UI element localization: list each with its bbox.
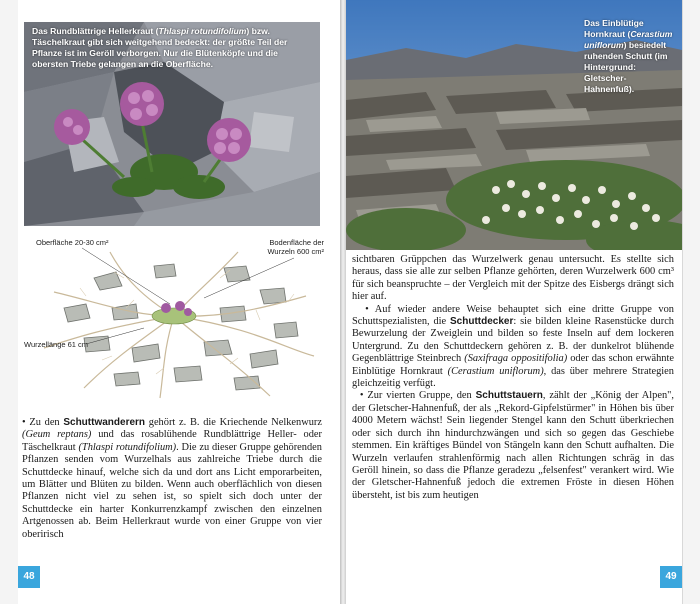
left-body-text xyxy=(22,417,322,541)
species-name: (Geum reptans) xyxy=(22,429,92,441)
label-root-length: Wurzellänge 61 cm xyxy=(24,340,89,349)
body-text: , zählt der „König der Alpen", der Gletscher-Hahnenfuß, der als „Rekord-Gipfelstürmer" in Höhen bis über 4000 Metern wächst! Sein liegender Stengel kann den Schutt überkriechen oder sich durch ihn hindurchzwängen und sich so gegen das Geschiebe stemmen. Ein kräftiges Bündel von Stängeln kann den Schutt aufhalten. Die Wurzeln verlaufen strahlenförmig nach allen Richtungen schräg in das Geröll hinein, so dass die Pflanze geradezu „felsenfest" verankert wird. Wie der Gletscher-Hahnenfuß jedoch die extremen Fröste in diesen Höhen übersteht, ist bis zum heutigen xyxy=(352,390,674,501)
body-text: gehört z. B. die Kriechende Nelkenwurz xyxy=(145,417,322,428)
caption-text: ) besiedelt ruhenden Schutt (im Hintergrund: Gletscher-Hahnenfuß). xyxy=(584,40,668,94)
species-name: (Saxifraga oppositifolia) xyxy=(464,353,568,365)
body-text: oder das schon erwähnte Einblütige Hornkraut xyxy=(352,353,674,377)
paragraph-3 xyxy=(352,390,674,502)
page-number-right: 49 xyxy=(660,566,682,588)
paragraph-2 xyxy=(352,304,674,391)
body-text: , das über mehrere Strategien gleichzeitig verfügt. xyxy=(352,365,674,390)
page-number-left: 48 xyxy=(18,566,40,588)
caption-text: Das Rundblättrige Hellerkraut ( xyxy=(32,26,159,36)
caption-species-name: Cerastium uniflorum xyxy=(584,29,673,50)
body-text: : sie bilden kleine Rasenstücke durch Bewurzelung der Zweiglein und bilden so feste Inseln auf dem lockeren Untergrund. Zu den Schuttdeckern gehören z. B. der dunkelrot blühende Gegenblättrige Steinbrech xyxy=(352,316,674,365)
label-surface-area: Oberfläche 20-30 cm² xyxy=(36,238,109,247)
body-text: . Die zu dieser Gruppe gehörenden Pflanzen senden vom Wurzelhals aus zahlreiche Triebe durch die Schuttdecke hinauf, welche sich da und dort ans Licht emporarbeiten, um Blätter und Blüten zu bilden. Wenn auch oberflächlich von diesen Pflanzen nicht viel zu sehen ist, so spielt sich doch unter der Schuttdecke ein harter Konkurrenzkampf zwischen den einzelnen Artgenossen ab. Beim Hellerkraut wurde von einer Gruppe von vier oberirisch xyxy=(22,441,322,540)
root-system-diagram xyxy=(24,238,324,406)
paragraph-1: sichtbaren Grüppchen das Wurzelwerk genau untersucht. Es stellte sich heraus, dass sie alle zur selben Pflanze gehörten, deren Wurzelwerk 600 cm³ für sich beanspruchte – der Vergleich mit der Spitze des Eisbergs drängt sich hier auf. xyxy=(352,254,674,303)
term-schuttwanderer: Schuttwanderern xyxy=(63,417,146,428)
right-page xyxy=(346,0,682,604)
page-edge-right xyxy=(682,0,700,604)
species-name: (Thlaspi rotundifolium) xyxy=(78,441,177,453)
bullet: • xyxy=(365,303,369,315)
right-body-text xyxy=(352,254,674,502)
term-schuttdecker: Schuttdecker xyxy=(450,316,514,328)
body-text: Zu den xyxy=(25,417,64,428)
body-text: und das rosablühende Rundblättrige Heller- oder Täschelkraut xyxy=(22,429,322,453)
cerastium-photo xyxy=(346,0,682,250)
body-text: Auf wieder andere Weise behauptet sich eine dritte Gruppe von Schuttspezialisten, die xyxy=(352,303,674,328)
caption-text: Das Einblütige Hornkraut ( xyxy=(584,18,644,39)
label-root-area-line2: Wurzeln 600 cm² xyxy=(267,247,324,256)
species-name: (Cerastium uniflorum) xyxy=(447,365,544,377)
left-page xyxy=(18,0,340,604)
photo-caption-right xyxy=(584,18,676,95)
caption-species-name: Thlaspi rotundifolium xyxy=(158,26,247,36)
thlaspi-photo xyxy=(24,22,320,226)
photo-caption-left xyxy=(32,26,316,70)
body-text: Zur vierten Gruppe, den xyxy=(363,390,476,402)
label-root-area xyxy=(267,238,324,256)
page-edge-left xyxy=(0,0,19,604)
term-schuttstauer: Schuttstauern xyxy=(475,390,543,402)
bullet: • xyxy=(359,390,364,402)
caption-text: ) bzw. Täschelkraut gibt sich weitgehend bedeckt: der größte Teil der Pflanze ist im Geröll verborgen. Nur die Blütenköpfe und die obersten Triebe gelangen an die Oberfläche. xyxy=(32,26,288,69)
bullet: • xyxy=(22,417,26,428)
label-root-area-line1: Bodenfläche der xyxy=(269,238,324,247)
